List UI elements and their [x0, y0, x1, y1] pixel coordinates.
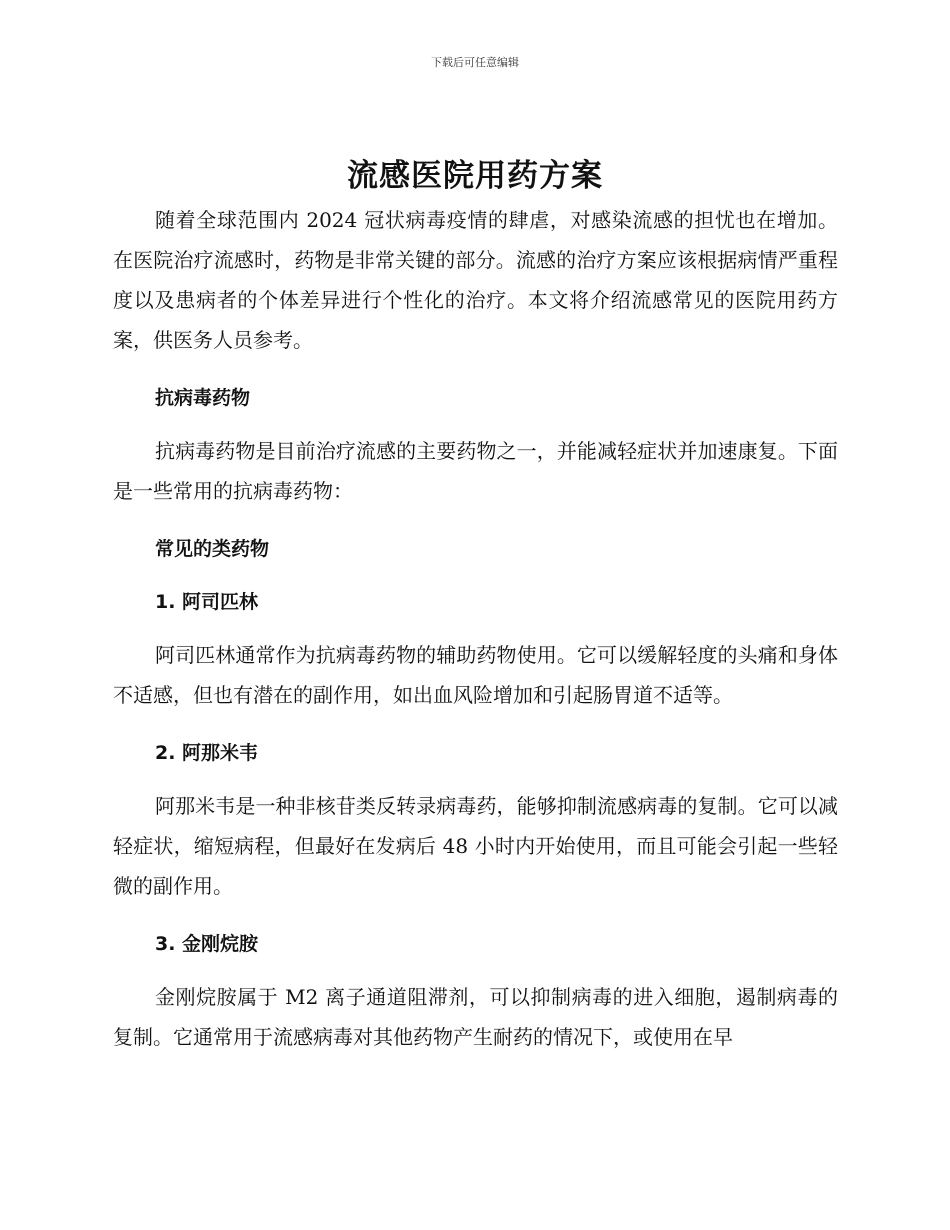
heading-common-drugs: 常见的类药物 — [155, 538, 270, 560]
heading-antiviral: 抗病毒药物 — [155, 387, 251, 409]
antiviral-paragraph: 抗病毒药物是目前治疗流感的主要药物之一，并能减轻症状并加速康复。下面是一些常用的抗病毒药物： — [113, 439, 838, 503]
heading-anamivir: 2. 阿那米韦 — [155, 742, 259, 764]
heading-aspirin: 1. 阿司匹林 — [155, 591, 259, 613]
amantadine-paragraph: 金刚烷胺属于 M2 离子通道阻滞剂，可以抑制病毒的进入细胞，遏制病毒的复制。它通常用于流感病毒对其他药物产生耐药的情况下，或使用在早 — [113, 985, 838, 1049]
document-body — [113, 200, 838, 1075]
document-title: 流感医院用药方案 — [347, 158, 603, 194]
anamivir-paragraph: 阿那米韦是一种非核苷类反转录病毒药，能够抑制流感病毒的复制。它可以减轻症状，缩短病程，但最好在发病后 48 小时内开始使用，而且可能会引起一些轻微的副作用。 — [113, 794, 838, 898]
page-header-note: 下载后可任意编辑 — [431, 56, 519, 69]
aspirin-paragraph: 阿司匹林通常作为抗病毒药物的辅助药物使用。它可以缓解轻度的头痛和身体不适感，但也有潜在的副作用，如出血风险增加和引起肠胃道不适等。 — [113, 643, 838, 707]
heading-amantadine: 3. 金刚烷胺 — [155, 933, 259, 955]
intro-paragraph: 随着全球范围内 2024 冠状病毒疫情的肆虐，对感染流感的担忧也在增加。在医院治疗流感时，药物是非常关键的部分。流感的治疗方案应该根据病情严重程度以及患病者的个体差异进行个性化的治疗。本文将介绍流感常见的医院用药方案，供医务人员参考。 — [113, 208, 838, 352]
